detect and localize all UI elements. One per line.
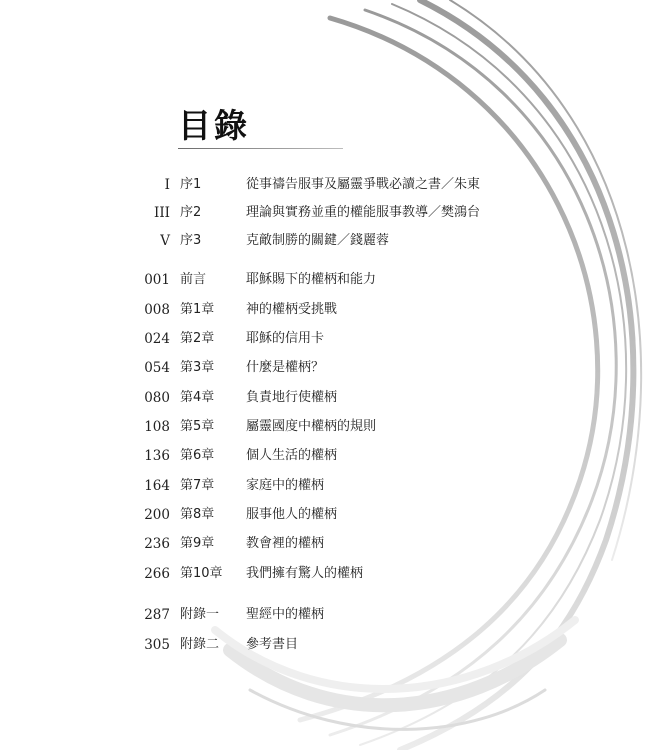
toc-page-number: 080 [144, 390, 170, 406]
toc-page-number: 305 [144, 637, 170, 653]
toc-entry-chapter-1[interactable] [0, 299, 650, 321]
toc-page-number: 200 [144, 507, 170, 523]
toc-section-title: 參考書目 [246, 637, 299, 652]
toc-section-title: 家庭中的權柄 [246, 478, 325, 493]
toc-section-label: 第8章 [180, 507, 215, 522]
toc-entry-foreword[interactable] [0, 269, 650, 291]
toc-section-label: 第9章 [180, 536, 215, 551]
toc-section-label: 第1章 [180, 302, 215, 317]
toc-section-label: 第7章 [180, 478, 215, 493]
toc-section-label: 序3 [180, 233, 202, 248]
toc-page-number: 001 [144, 272, 170, 288]
toc-section-title: 克敵制勝的關鍵／錢麗蓉 [246, 233, 390, 248]
toc-section-title: 教會裡的權柄 [246, 536, 325, 551]
toc-section-label: 序2 [180, 205, 202, 220]
toc-section-title: 負責地行使權柄 [246, 390, 338, 405]
toc-page-number: 024 [144, 331, 170, 347]
toc-entry-preface-2[interactable] [0, 202, 650, 224]
page-title: 目錄 [178, 106, 250, 145]
toc-entry-chapter-2[interactable] [0, 328, 650, 350]
toc-section-label: 第5章 [180, 419, 215, 434]
toc-entry-chapter-8[interactable] [0, 504, 650, 526]
toc-section-label: 第4章 [180, 390, 215, 405]
toc-entry-chapter-10[interactable] [0, 563, 650, 585]
toc-section-title: 耶穌賜下的權柄和能力 [246, 272, 377, 287]
toc-section-title: 服事他人的權柄 [246, 507, 338, 522]
toc-section-title: 屬靈國度中權柄的規則 [246, 419, 377, 434]
toc-section-title: 從事禱告服事及屬靈爭戰必讀之書／朱東 [246, 177, 481, 192]
toc-entry-appendix-1[interactable] [0, 604, 650, 626]
toc-entry-chapter-3[interactable] [0, 357, 650, 379]
toc-section-label: 第2章 [180, 331, 215, 346]
toc-section-label: 附錄二 [180, 637, 220, 652]
toc-page-number: 136 [144, 448, 170, 464]
toc-section-title: 理論與實務並重的權能服事教導／樊鴻台 [246, 205, 481, 220]
toc-section-title: 聖經中的權柄 [246, 607, 325, 622]
toc-page-number: 054 [144, 360, 170, 376]
toc-section-label: 第10章 [180, 566, 223, 581]
toc-section-label: 序1 [180, 177, 202, 192]
toc-entry-chapter-4[interactable] [0, 387, 650, 409]
toc-entry-appendix-2[interactable] [0, 634, 650, 656]
toc-page-number: 287 [144, 607, 170, 623]
toc-page-number: 008 [144, 302, 170, 318]
toc-page-number: I [164, 177, 170, 193]
toc-page-number: 108 [144, 419, 170, 435]
toc-entry-preface-1[interactable] [0, 174, 650, 196]
toc-section-title: 神的權柄受挑戰 [246, 302, 338, 317]
toc-section-title: 什麼是權柄？ [246, 360, 325, 375]
toc-page-number: V [160, 233, 170, 249]
toc-entry-preface-3[interactable] [0, 230, 650, 252]
toc-section-label: 附錄一 [180, 607, 220, 622]
toc-section-title: 我們擁有驚人的權柄 [246, 566, 364, 581]
toc-entry-chapter-5[interactable] [0, 416, 650, 438]
toc-section-label: 第6章 [180, 448, 215, 463]
toc-page-number: 236 [144, 536, 170, 552]
toc-entry-chapter-6[interactable] [0, 445, 650, 467]
toc-page-number: III [154, 205, 170, 221]
toc-page-number: 266 [144, 566, 170, 582]
toc-entry-chapter-7[interactable] [0, 475, 650, 497]
toc-section-title: 個人生活的權柄 [246, 448, 338, 463]
toc-section-label: 前言 [180, 272, 207, 287]
toc-page-number: 164 [144, 478, 170, 494]
toc-section-title: 耶穌的信用卡 [246, 331, 325, 346]
toc-section-label: 第3章 [180, 360, 215, 375]
toc-entry-chapter-9[interactable] [0, 533, 650, 555]
